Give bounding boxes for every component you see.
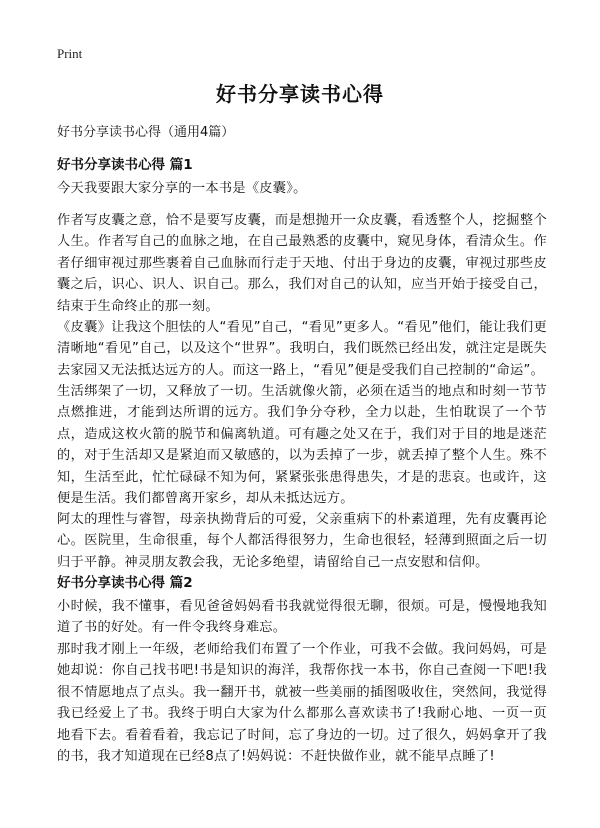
document-subtitle: 好书分享读书心得（通用4篇） [57,125,235,140]
paragraph: 小时候，我不懂事，看见爸爸妈妈看书我就觉得很无聊，很烦。可是，慢慢地我知道了书的好处。有一件令我终身难忘。 [57,599,547,636]
paragraph: 阿太的理性与睿智，母亲执拗背后的可爱，父亲重病下的朴素道理，先有皮囊再论心。医院里，生命很重，每个人都活得很努力，生命也很轻，轻薄到照面之后一切归于平静。神灵朋友教会我，无论多绝望，请留给自己一点安慰和信仰。 [57,512,547,570]
paragraph: 《皮囊》让我这个胆怯的人“看见”自己，“看见”更多人。“看见”他们，能让我们更清晰地“看见”自己，以及这个“世界”。我明白，我们既然已经出发，就注定是既失去家园又无法抵达远方的人。而这一路上，“看见”便是受我们自己控制的“命运”。 [57,320,547,378]
section-heading-2: 好书分享读书心得 篇2 [57,575,193,591]
paragraph: 那时我才刚上一年级，老师给我们布置了一个作业，可我不会做。我问妈妈，可是她却说：你自己找书吧!书是知识的海洋，我帮你找一本书，你自己查阅一下吧!我很不情愿地点了点头。我一翻开书，就被一些美丽的插图吸收住，突然间，我觉得我已经爱上了书。我终于明白大家为什么都那么喜欢读书了!我耐心地、一页一页地看下去。看着看着，我忘记了时间，忘了身边的一切。过了很久，妈妈拿开了我的书，我才知道现在已经8点了!妈妈说：不赶快做作业，就不能早点睡了! [57,642,547,765]
print-link[interactable]: Print [57,46,83,61]
paragraph: 作者写皮囊之意，恰不是要写皮囊，而是想抛开一众皮囊，看透整个人，挖掘整个人生。作者写自己的血脉之地，在自己最熟悉的皮囊中，窥见身体，看清众生。作者仔细审视过那些裹着自己血脉而行走于天地、付出于身边的皮囊，审视过那些皮囊之后，识心、识人、识自己。那么，我们对自己的认知，应当开始于接受自己，结束于生命终止的那一刻。 [57,213,547,314]
paragraph: 今天我要跟大家分享的一本书是《皮囊》。 [57,181,307,196]
paragraph: 生活绑架了一切，又释放了一切。生活就像火箭，必须在适当的地点和时刻一节节点燃推进，才能到达所谓的远方。我们争分夺秒，全力以赴，生怕耽误了一个节点，造成这枚火箭的脱节和偏离轨道。可有趣之处又在于，我们对于目的地是迷茫的，对于生活却又是紧迫而又敏感的，以为丢掉了一步，就丢掉了整个人生。殊不知，生活至此，忙忙碌碌不知为何，紧紧张张患得患失，才是的悲哀。也或许，这便是生活。我们都曾离开家乡，却从未抵达远方。 [57,384,547,507]
page-title: 好书分享读书心得 [216,82,384,106]
section-heading-1: 好书分享读书心得 篇1 [57,157,193,173]
